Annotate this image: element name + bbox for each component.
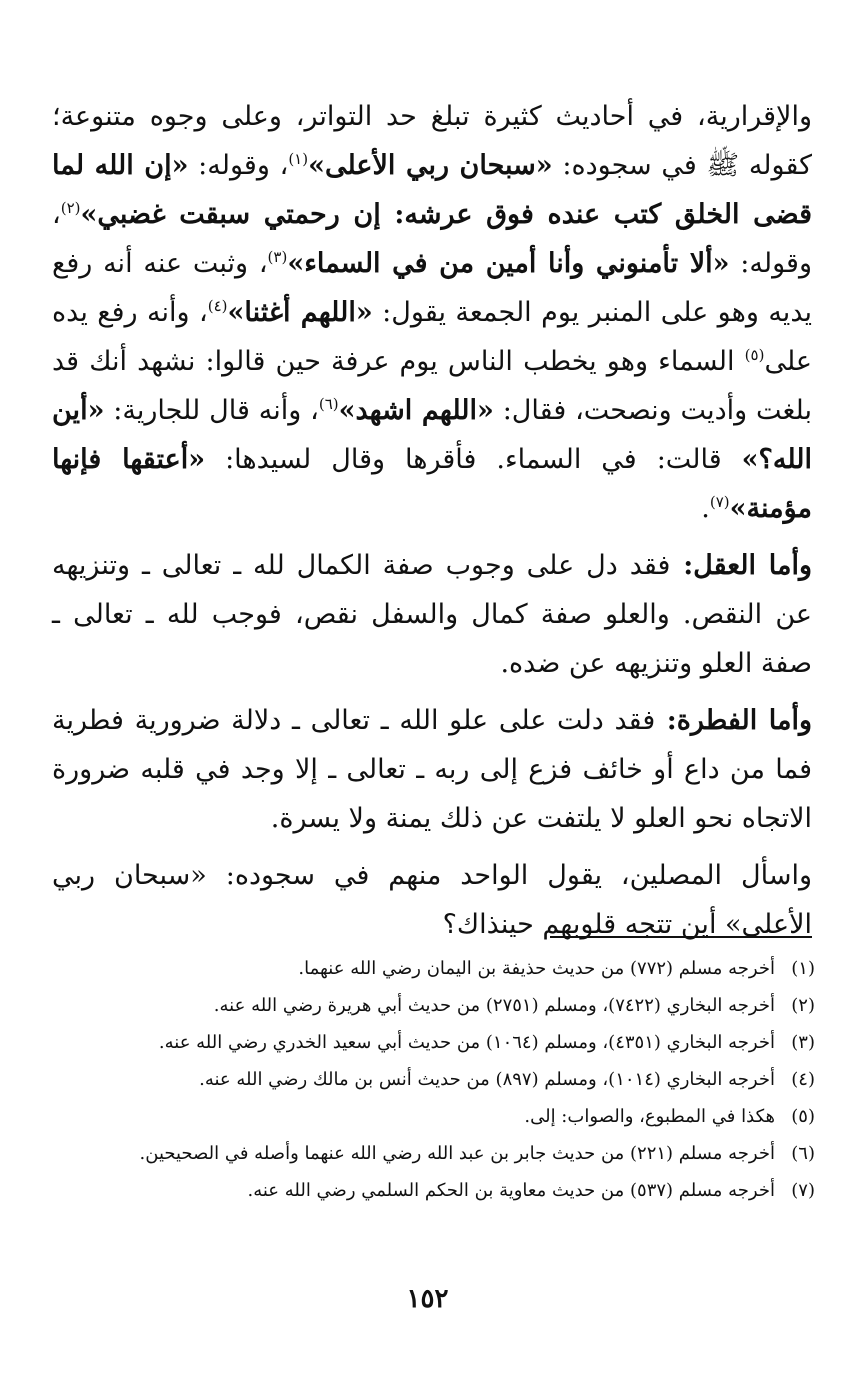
footnote-text: أخرجه البخاري (١٠١٤)، ومسلم (٨٩٧) من حديث أنس بن مالك رضي الله عنه. [199, 1069, 775, 1090]
footnotes-list [60, 950, 815, 1209]
footnote-text: أخرجه مسلم (٥٣٧) من حديث معاوية بن الحكم السلمي رضي الله عنه. [247, 1180, 775, 1201]
text-run: السماء وهو يخطب الناس يوم عرفة حين قالوا: نشهد أنك قد بلغت وأديت ونصحت، فقال: [52, 346, 812, 426]
text-run: . [701, 493, 710, 524]
footnote-ref: (٣) [267, 248, 288, 266]
footnote-item [60, 1172, 815, 1209]
paragraph-reason [52, 541, 812, 688]
emphasized-text: «اللهم أغثنا» [227, 297, 373, 328]
footnote-item [60, 987, 815, 1024]
footnote-number: (١) [791, 958, 815, 979]
emphasized-text: وأما الفطرة: [655, 705, 812, 736]
paragraph-fitra [52, 696, 812, 843]
footnote-ref: (١) [288, 150, 309, 168]
emphasized-text: «أعتقها فإنها مؤمنة» [52, 444, 812, 524]
footnote-ref: (٥) [744, 346, 765, 364]
footnote-number: (٢) [791, 995, 815, 1016]
paragraph-worshippers [52, 851, 812, 949]
footnote-ref: (٧) [709, 493, 730, 511]
footnote-number: (٦) [791, 1143, 815, 1164]
footnote-item [60, 1098, 815, 1135]
emphasized-text: «ألا تأمنوني وأنا أمين من في السماء» [287, 248, 730, 279]
footnote-number: (٣) [791, 1032, 815, 1053]
emphasized-text: «أين الله؟» [52, 395, 813, 475]
footnote-number: (٥) [791, 1106, 815, 1127]
footnote-text: هكذا في المطبوع، والصواب: إلى. [524, 1106, 775, 1127]
text-run: ، وأنه قال للجارية: [104, 395, 319, 426]
text-run: قالت: في السماء. فأقرها وقال لسيدها: [205, 444, 742, 475]
footnote-ref: (٢) [60, 199, 81, 217]
text-run: والإقرارية، في أحاديث كثيرة تبلغ حد التواتر، وعلى وجوه متنوعة؛ كقوله ﷺ في سجوده: [52, 101, 812, 181]
text-run: ، وقوله: [52, 199, 812, 279]
footnote-ref: (٤) [207, 297, 228, 315]
footnote-number: (٤) [791, 1069, 815, 1090]
text-run: ، وقوله: [188, 150, 289, 181]
page-number: ١٥٢ [406, 1284, 449, 1314]
footnote-item [60, 1024, 815, 1061]
footnote-text: أخرجه مسلم (٢٢١) من حديث جابر بن عبد الله رضي الله عنهما وأصله في الصحيحين. [139, 1143, 775, 1164]
footnote-text: أخرجه البخاري (٤٣٥١)، ومسلم (١٠٦٤) من حديث أبي سعيد الخدري رضي الله عنه. [158, 1032, 775, 1053]
paragraph-hadith-evidence [52, 92, 812, 533]
footnote-item [60, 1061, 815, 1098]
emphasized-text: «إن الله لما قضى الخلق كتب عنده فوق عرشه: إن رحمتي سبقت غضبي» [52, 150, 812, 230]
emphasized-text: «اللهم اشهد» [338, 395, 494, 426]
text-run: واسأل المصلين، يقول الواحد منهم في سجوده: «سبحان ربي الأعلى» أين تتجه قلوبهم حينذاك؟ [52, 860, 812, 940]
footnote-text: أخرجه البخاري (٧٤٢٢)، ومسلم (٢٧٥١) من حديث أبي هريرة رضي الله عنه. [213, 995, 775, 1016]
text-run: ، وثبت عنه أنه رفع يديه وهو على المنبر يوم الجمعة يقول: [52, 248, 813, 328]
page-body [52, 92, 812, 949]
text-run: فقد دل على وجوب صفة الكمال لله ـ تعالى ـ وتنزيهه عن النقص. والعلو صفة كمال والسفل نقص، فوجب لله ـ تعالى ـ صفة العلو وتنزيهه عن ضده. [52, 550, 812, 679]
footnote-number: (٧) [791, 1180, 815, 1201]
text-run: فقد دلت على علو الله ـ تعالى ـ دلالة ضرورية فطرية فما من داع أو خائف فزع إلى ربه ـ تعالى ـ إلا وجد في قلبه ضرورة الاتجاه نحو العلو لا يلتفت عن ذلك يمنة ولا يسرة. [52, 705, 812, 834]
emphasized-text: «سبحان ربي الأعلى» [308, 150, 553, 181]
footnote-item [60, 950, 815, 987]
footnote-divider [550, 936, 812, 938]
footnote-text: أخرجه مسلم (٧٧٢) من حديث حذيفة بن اليمان رضي الله عنهما. [298, 958, 775, 979]
text-run: ، وأنه رفع يده على [52, 297, 812, 377]
footnote-ref: (٦) [318, 395, 339, 413]
emphasized-text: وأما العقل: [670, 550, 812, 581]
footnote-item [60, 1135, 815, 1172]
